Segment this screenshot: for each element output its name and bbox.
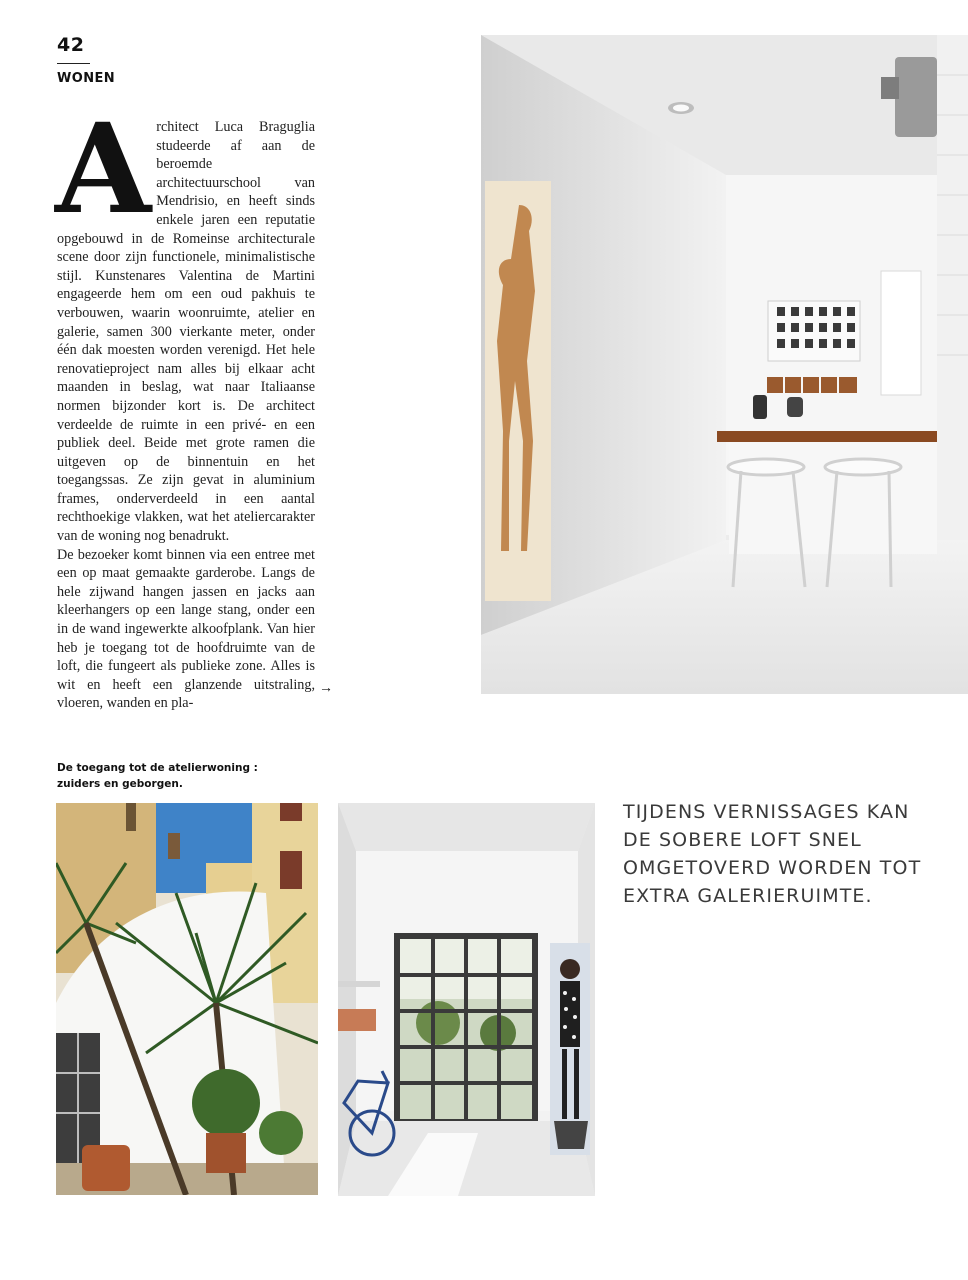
article-paragraph-2: De bezoeker komt binnen via een entree met een op maat gemaakte garderobe. Langs de hele zijwand hangen jassen en jacks aan kleerhangers op een lange stang, onder een in de wand ingewerkte alkoofplank. Van hier heb je toegang tot de hoofdruimte van de loft, die fungeert als publieke zone. Alles is wit en heeft een glanzende uitstraling, vloeren, wanden en pla- bbox=[57, 546, 315, 712]
page-number: 42 bbox=[57, 34, 85, 56]
header-rule bbox=[57, 63, 90, 64]
photo-entrance bbox=[338, 803, 595, 1196]
caption-line-2: zuiders en geborgen. bbox=[57, 778, 183, 790]
photo-caption bbox=[57, 760, 297, 792]
caption-line-1: De toegang tot de atelierwoning : bbox=[57, 762, 258, 774]
section-label: WONEN bbox=[57, 71, 116, 86]
article-paragraph-1: rchitect Luca Braguglia studeerde af aan de beroemde architectuurschool van Mendrisio, en heeft sinds enkele jaren een reputatie opgebouwd in de Romeinse architecturale scene door zijn functionele, minimalistische stijl. Kunstenares Valentina de Martini engageerde hem om een oud pakhuis te verbouwen, waarin woonruimte, atelier en galerie, samen 300 vierkante meter, onder één dak moesten worden verenigd. Het hele renovatieproject nam alles bij elkaar acht maanden in beslag, wat naar Italiaanse normen bijzonder kort is. De architect verdeelde de ruimte in een privé- en een publiek deel. Beide met grote ramen die uitgeven op de binnentuin en het toegangssas. Ze zijn gevat in aluminium frames, onderverdeeld in een aantal rechthoekige vlakken, wat het ateliercarakter van de woning nog benadrukt. bbox=[57, 119, 315, 545]
continue-arrow-icon: → bbox=[319, 681, 333, 696]
drop-cap: A bbox=[55, 97, 152, 242]
pull-quote: TIJDENS VERNISSAGES KAN DE SOBERE LOFT SNEL OMGETOVERD WORDEN TOT EXTRA GALERIERUIMTE. bbox=[623, 801, 922, 907]
photo-loft-kitchen bbox=[481, 35, 968, 694]
photo-courtyard bbox=[56, 803, 318, 1195]
article-body bbox=[55, 97, 315, 713]
